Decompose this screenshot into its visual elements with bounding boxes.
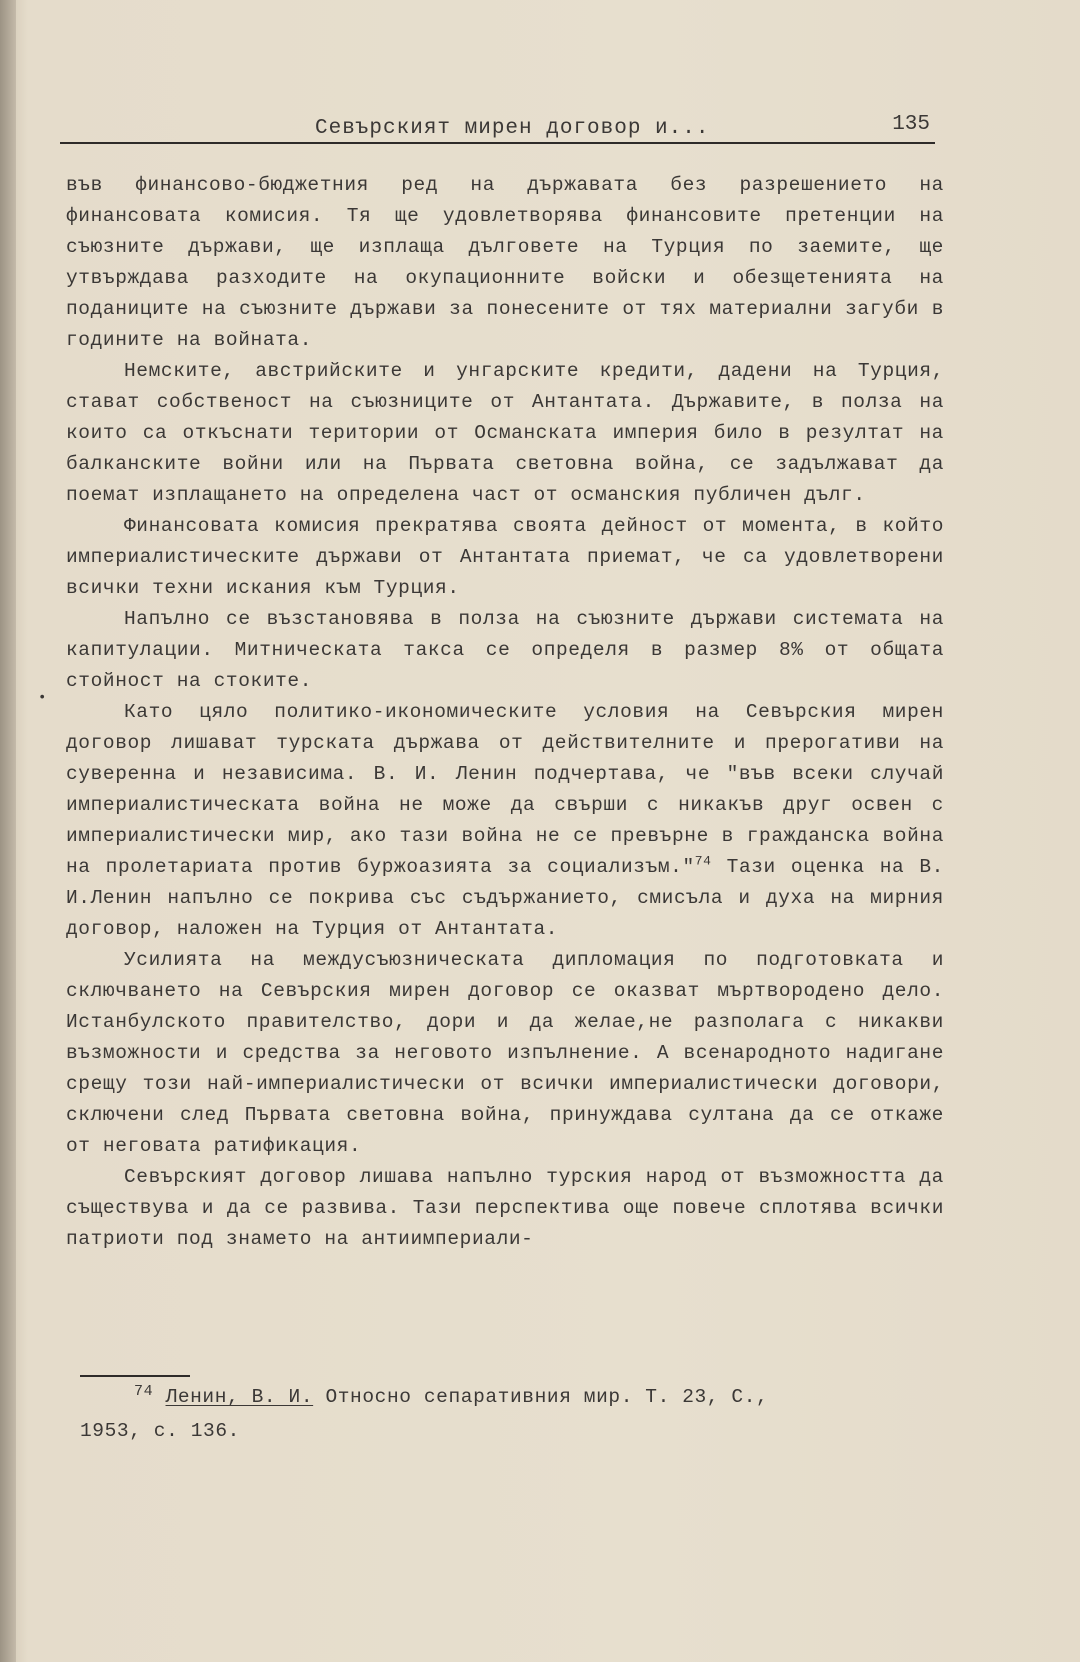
binding-shadow — [0, 0, 16, 1662]
paragraph: Напълно се възстановява в полза на съюзните държави системата на капитулации. Митническата такса се определя в размер 8% от общата стойност на стоките. — [66, 608, 944, 692]
quote-text: Като цяло политико-икономическите условия на Севърския мирен договор лишават турската държава от действителните и прерогативи на суверенна и независима. В. И. Ленин подчертава, че "във всеки случай империалистическата война не може да свърши с никакъв друг освен с империалистически мир, ако тази война не се превърне в гражданска война на пролетариата против буржоазията за социализъм." — [66, 701, 944, 878]
running-header — [60, 102, 935, 144]
body-text — [66, 170, 944, 1255]
footnote-line-2: 1953, с. 136. — [80, 1420, 240, 1442]
paragraph-with-citation — [66, 697, 944, 945]
footnote-divider — [80, 1375, 190, 1377]
quote-continuation: Тази оценка на В. И.Ленин напълно се покрива със съдържанието, смисъла и духа на мирния договор, наложен на Турция от Антантата. — [66, 856, 944, 940]
footnote-line-1 — [80, 1380, 940, 1414]
paragraph: Севърският договор лишава напълно турския народ от възможността да съществува и да се развива. Тази перспектива още повече сплотява всички патриоти под знамето на антиимпериали- — [66, 1166, 944, 1250]
paragraph: Усилията на междусъюзническата дипломация по подготовката и сключването на Севърския мирен договор се оказват мъртвородено дело. Истанбулското правителство, дори и да желае,не разполага с никакви възможности и средства за неговото изпълнение. А всенародното надигане срещу този най-империалистически от всички империалистически договори, сключени след Първата световна война, принуждава султана да се откаже от неговата ратификация. — [66, 949, 944, 1157]
footnote-author: Ленин, В. И. — [165, 1386, 314, 1408]
paragraph: Немските, австрийските и унгарските кредити, дадени на Турция, стават собственост на съюзниците от Антантата. Държавите, в полза на които са откъснати територии от Османската империя било в резултат на балканските войни или на Първата световна война, се задължават да поемат изплащането на определена част от османския публичен дълг. — [66, 360, 944, 506]
running-title: Севърският мирен договор и... — [315, 117, 710, 140]
footnote-reference: 74 — [694, 853, 712, 869]
footnote-number: 74 — [134, 1382, 154, 1400]
footnote-source: Относно сепаративния мир. Т. 23, С., — [325, 1386, 769, 1408]
page-number: 135 — [892, 113, 930, 136]
footnote — [80, 1380, 940, 1448]
paragraph: Финансовата комисия прекратява своята дейност от момента, в който империалистическите държави от Антантата приемат, че са удовлетворени всички техни искания към Турция. — [66, 515, 944, 599]
margin-mark: • — [38, 690, 47, 706]
paragraph: във финансово-бюджетния ред на държавата без разрешението на финансовата комисия. Тя ще удовлетворява финансовите претенции на съюзните държави, ще изплаща дълговете на Турция по заемите, ще утвърждава разходите на окупационните войски и обезщетенията на поданиците на съюзните държави за понесените от тях материални загуби в годините на войната. — [66, 174, 944, 351]
